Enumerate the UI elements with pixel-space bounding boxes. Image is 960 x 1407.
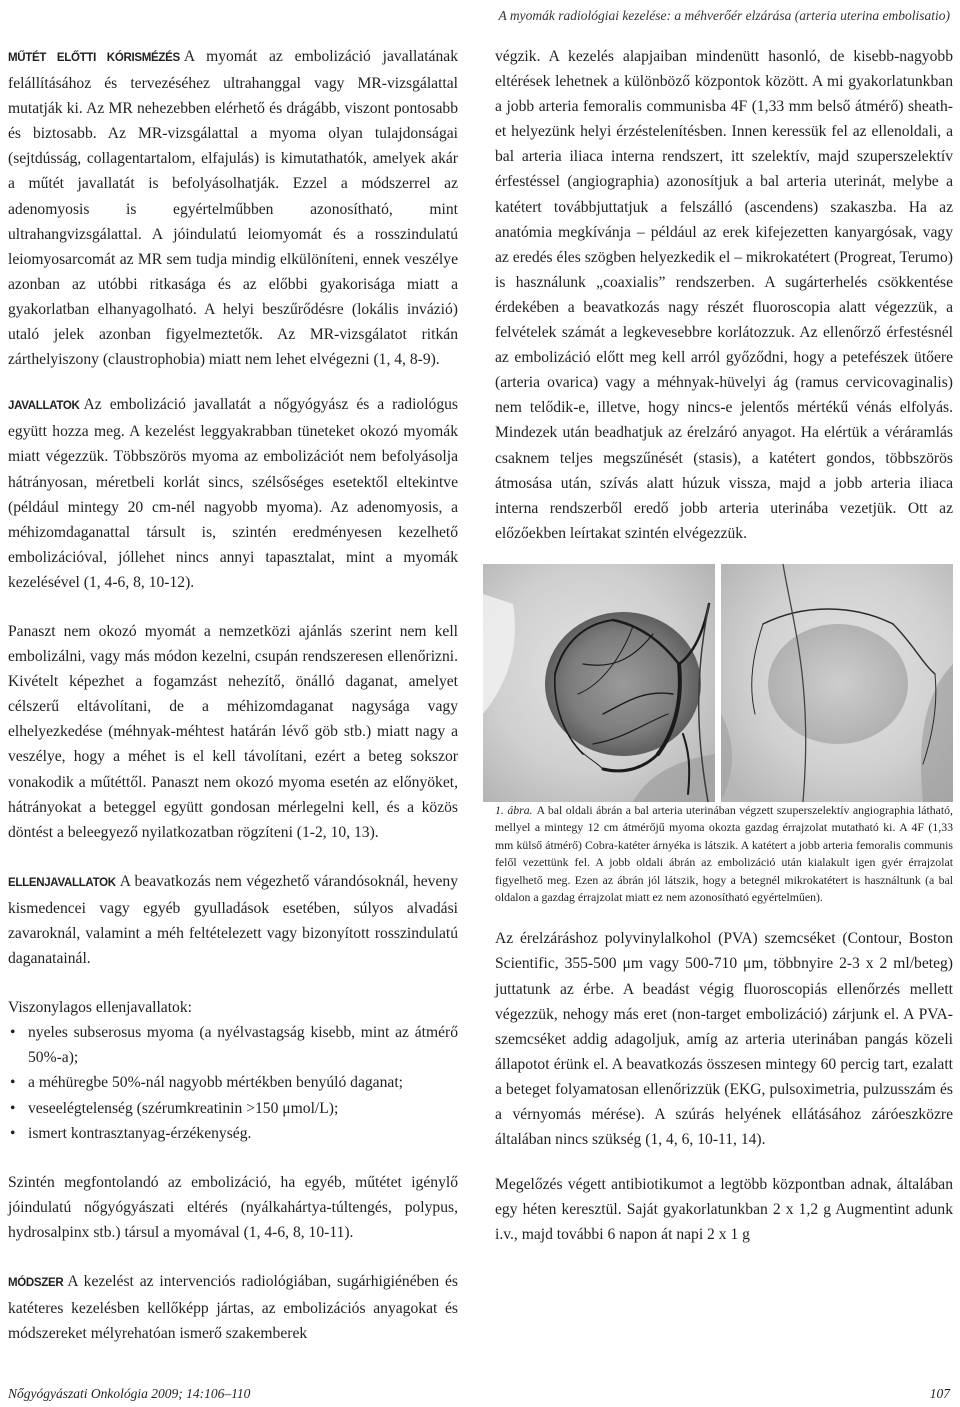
- preop-diagnosis-paragraph: [8, 44, 458, 372]
- figure-caption-text: A bal oldali ábrán a bal arteria uterinában végzett szuperszelektív angiographia látható, mellyel a mintegy 12 cm átmérőjű myoma okozta gazdag érrajzolat mutatható ki. A 4F (1,33 mm külső átmérő) Cobra-katéter árnyéka is látszik. A katétert a jobb arteria femoralis communis felől vezettünk fel. A jobb oldali ábrán az embolizáció után kialakult igen gyér érrajzolat figyelhető meg. Ezen az ábrán jól látszik, hogy a betegnél mikrokatétert is használtunk (a bal oldalon a gazdag érrajzolat miatt ez nem azonosítható egyértelműen).: [495, 802, 953, 904]
- figure-label: 1. ábra.: [495, 802, 533, 817]
- procedure-paragraph: végzik. A kezelés alapjaiban mindenütt hasonló, de kisebb-nagyobb eltérések lehetnek a különböző központok között. A mi gyakorlatunkban a jobb arteria femoralis communisba 4F (1,33 mm belső átmérő) sheath-et helyezünk helyi érzéstelenítésben. Innen keressük fel az ellenoldali, a bal arteria iliaca interna rendszert, itt szelektív, majd szuperszelektív érfestéssel (angiographia) azonosítjuk a bal arteria uterinát, melybe a katétert továbbjuttatjuk a felszálló (ascendens) szakaszba. Ha az anatómia megkívánja – például az erek kifejezetten kanyargósak, vagy az eredés éles szögben helyezkedik el – mikrokatétert (Progreat, Terumo) is használunk „coaxialis” rendszerben. A sugárterhelés csökkentése érdekében a beavatkozás nagy részét fluoroscopia alatt végezzük, a felvételek számát a legkevesebbre korlátozzuk. Az ellenőrző érfestésnél az embolizáció előtt meg kell arról győződni, hogy a petefészek ütőere (arteria ovarica) vagy a méhnyak-hüvelyi ág (ramus cervicovaginalis) nem telődik-e, illetve, hogy nincs-e jelentős mértékű vénás elfolyás. Mindezek után beadhatjuk az érelzáró anyagot. Ha elértük a véráramlás csaknem teljes megszűnését (stasis), a katétert gondos, többszörös átmosása után, szívás alatt húzuk vissza, majd a jobb arteria iliaca interna rendszerből eredő jobb arteria uterinába vezetjük. Ott az előzőekben leírtakat szintén elvégezzük.: [495, 48, 953, 542]
- angiography-image: [483, 564, 953, 802]
- list-item: • a méhüregbe 50%-nál nagyobb mértékben benyúló daganat;: [8, 1070, 458, 1095]
- indications-paragraph: [8, 392, 458, 595]
- relative-contraindications-list: [8, 1020, 458, 1145]
- panel-divider: [715, 564, 721, 802]
- figure-caption: [495, 802, 953, 906]
- method-paragraph: [8, 1269, 458, 1346]
- right-column: [495, 44, 953, 1247]
- preop-diagnosis-text: A myomát az embolizáció javallatának felállításához és tervezéséhez ultrahanggal vagy MR-vizsgálattal mutatják ki. Az MR nehezebben elérhető és drágább, viszont pontosabb és biztosabb. Az MR-vizsgálattal a myoma olyan tulajdonságai (sejtdússág, collagentartalom, elfajulás) is kimutathatók, amelyek akár a műtét javallatát is befolyásolhatják. Ezzel a módszerrel az adenomyosis is egyértelműbben azonosítható, mint ultrahangvizsgálattal. A jóindulatú leiomyomát és a rosszindulatú leiomyosarcomát az MR sem tudja mindig elkülöníteni, ennek veszélye azonban az utóbbi ritkasága és az előbbi gyakorisága miatt a gyakorlatban elhanyagolható. A helyi beszűrődésre (lokális invázió) utaló jelek azonban figyelmeztetők. Az MR-vizsgálatot ritkán zárthelyiszony (claustrophobia) miatt nem lehet elvégezni (1, 4, 8-9).: [8, 48, 458, 369]
- indications-text: Az embolizáció javallatát a nőgyógyász és a radiológus együtt hozza meg. A kezelést leggyakrabban tüneteket okozó myomák miatt végezzük. Többszörös myoma az embolizációt nem befolyásolja hátrányosan, méretbeli korlát sincs, szélsőséges esetektől eltekintve (például mintegy 20 cm-nél nagyobb myoma). Az adenomyosis, a méhizomdaganattal társult is, szintén eredményesen kezelhető embolizációval, jóllehet nincs annyi tapasztalat, mint a myomák kezelésével (1, 4-6, 8, 10-12).: [8, 396, 458, 591]
- coexisting-conditions-paragraph: Szintén megfontolandó az embolizáció, ha egyéb, műtétet igénylő jóindulatú nőgyógyászati eltérés (nyálkahártya-túltengés, polypus, hydrosalpinx stb.) társul a myomával (1, 4-6, 8, 10-11).: [8, 1173, 458, 1241]
- list-item: • ismert kontrasztanyag-érzékenység.: [8, 1121, 458, 1146]
- contraindications-paragraph: [8, 869, 458, 971]
- section-heading-contraindications: ELLENJAVALLATOK: [8, 876, 116, 889]
- journal-citation: Nőgyógyászati Onkológia 2009; 14:106–110: [8, 1386, 251, 1401]
- myoma-shadow: [768, 624, 908, 744]
- method-text: A kezelést az intervenciós radiológiában, sugárhigiénében és katéteres kezelésben kellőképp jártas, az embolizációs anyagokat és módszereket mélyrehatóan ismerő szakemberek: [8, 1273, 458, 1343]
- left-column: [8, 44, 458, 1346]
- page-number: 107: [929, 1386, 950, 1401]
- section-heading-method: MÓDSZER: [8, 1277, 64, 1290]
- relative-contraindications-intro: Viszonylagos ellenjavallatok:: [8, 999, 192, 1017]
- running-title: A myomák radiológiai kezelése: a méhverőér elzárása (arteria uterina embolisatio): [498, 8, 950, 23]
- asymptomatic-myoma-paragraph: Panaszt nem okozó myomát a nemzetközi ajánlás szerint nem kell embolizálni, vagy más módon kezelni, csupán rendszeresen ellenőrizni. Kivételt képezhet a fogamzást nehezítő, önálló daganat, amelyet célszerű eltávolítani, de a méhizomdaganat nagysága vagy elhelyezkedése (méhnyak-méhtest határán lévő göb stb.) miatt nagy a veszélye, hogy a méhet is el kell távolítani, ezért a beteg sokszor vonakodik a műtéttől. Panaszt nem okozó myoma esetén az előnyöket, hátrányokat a beteggel együtt gondosan mérlegelni kell, és a közös döntést a beleegyező nyilatkozatban rögzíteni (1-2, 10, 13).: [8, 622, 458, 841]
- section-heading-indications: JAVALLATOK: [8, 400, 80, 413]
- embolization-material-paragraph: Az érelzáráshoz polyvinylalkohol (PVA) szemcséket (Contour, Boston Scientific, 355-500 μm vagy 500-710 μm, többnyire 2-3 x 2 ml/beteg) juttatunk az érbe. A beadást végig fluoroscopiás ellenőrzés mellett végezzük, nehogy más eret (non-target embolizáció) zárjunk el. A PVA-szemcséket addig adagoljuk, amíg az arteria uterinában pangás közeli állapotot érünk el. A beavatkozás összesen mintegy 60 percig tart, ezalatt a beteget folyamatosan ellenőrizzük (EKG, pulsoximetria, pulzusszám és a vérnyomás mérése). A szúrás helyének ellátásához záróeszközre általában nincs szükség (1, 4, 6, 10-11, 14).: [495, 930, 953, 1149]
- contraindications-text: A beavatkozás nem végezhető várandósoknál, heveny kismedencei vagy egyéb gyulladások esetében, súlyos alvadási zavaroknál, valamint a méh feltételezett vagy bizonyított rosszindulatú daganatainál.: [8, 872, 458, 968]
- antibiotic-paragraph: Megelőzés végett antibiotikumot a legtöbb központban adnak, általában egy héten keresztül. Saját gyakorlatunkban 2 x 1,2 g Augmentint adunk i.v., majd további 6 napon át napi 2 x 1 g: [495, 1176, 953, 1244]
- section-heading-preop-diagnosis: MŰTÉT ELŐTTI KÓRISMÉZÉS: [8, 52, 180, 64]
- list-item: • veseelégtelenség (szérumkreatinin >150 μmol/L);: [8, 1096, 458, 1121]
- angiography-figure: [483, 564, 953, 802]
- list-item: • nyeles subserosus myoma (a nyélvastagság kisebb, mint az átmérő 50%-a);: [8, 1020, 458, 1070]
